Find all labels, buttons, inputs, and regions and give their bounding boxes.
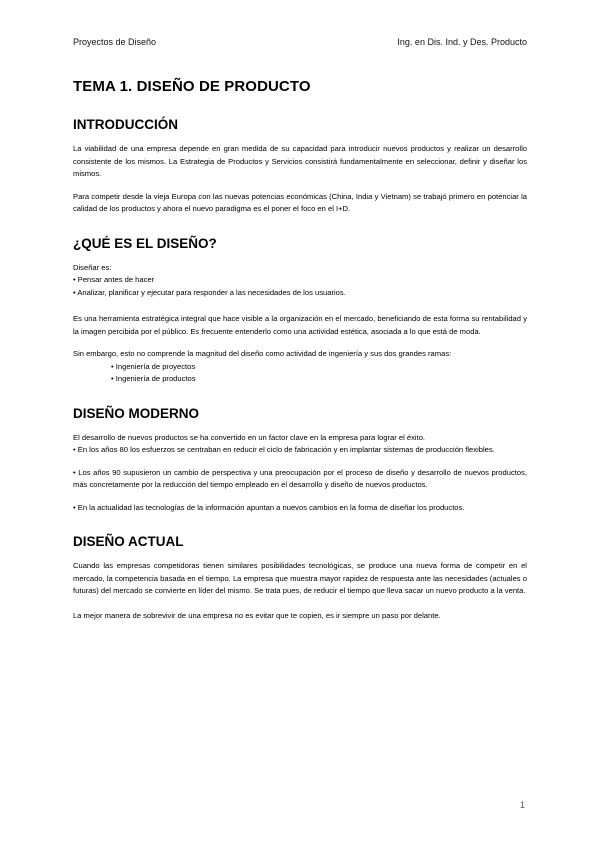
intro-paragraph-2: Para competir desde la vieja Europa con las nuevas potencias económicas (China, India y Vietnam) se trabajó primero en potenciar la calidad de los productos y ahora el nuevo paradigma es el poner el foco en el I+D.	[73, 191, 527, 213]
section-intro	[73, 117, 527, 216]
modern-paragraph-1: El desarrollo de nuevos productos se ha convertido en un factor clave en la empresa para lograr el éxito.	[73, 432, 426, 442]
modern-bullet-80s: • En los años 80 los esfuerzos se centraban en reducir el ciclo de fabricación y en implantar sistemas de producción flexibles.	[73, 445, 495, 454]
definition-bullet: • Analizar, planificar y ejecutar para responder a las necesidades de los usuarios.	[73, 287, 346, 297]
definition-bullet: • Pensar antes de hacer	[73, 275, 155, 284]
section-what-is-design	[73, 236, 527, 386]
header-degree: Ing. en Dis. Ind. y Des. Producto	[397, 37, 527, 47]
section-modern-design	[73, 406, 527, 515]
intro-heading: INTRODUCCIÓN	[73, 117, 178, 132]
branch-item: • Ingeniería de productos	[111, 374, 196, 383]
page-number: 1	[519, 800, 525, 810]
page-header	[73, 37, 527, 47]
what-paragraph-2: Sin embargo, esto no comprende la magnitud del diseño como actividad de ingeniería y sus dos grandes ramas:	[73, 349, 452, 358]
modern-bullet-90s: • Los años 90 supusieron un cambio de perspectiva y una preocupación por el proceso de diseño y desarrollo de nuevos productos, más concretamente por la reducción del tiempo empleado en el desarrollo y diseño de nuevos productos.	[73, 467, 527, 489]
intro-paragraph-1: La viabilidad de una empresa depende en gran medida de su capacidad para introducir nuevos productos y realizar un desarrollo consistente de los mismos. La Estrategia de Productos y Servicios consistirá fundamentalmente en seleccionar, definir y diseñar los mismos.	[73, 144, 527, 178]
page-content	[73, 78, 527, 642]
header-course: Proyectos de Diseño	[73, 37, 157, 47]
branch-item: • Ingeniería de proyectos	[111, 361, 196, 371]
document-title: TEMA 1. DISEÑO DE PRODUCTO	[73, 78, 311, 95]
engineering-branches-list	[73, 361, 527, 386]
design-definition-list	[73, 262, 527, 300]
modern-heading: DISEÑO MODERNO	[73, 405, 200, 421]
what-heading: ¿QUÉ ES EL DISEÑO?	[73, 235, 217, 251]
current-paragraph-2: La mejor manera de sobrevivir de una empresa no es evitar que te copien, es ir siempre un paso por delante.	[73, 610, 441, 620]
current-heading: DISEÑO ACTUAL	[73, 534, 184, 549]
modern-bullet-today: • En la actualidad las tecnologías de la información apuntan a nuevos cambios en la forma de diseñar los productos.	[73, 502, 465, 512]
definition-lead: Diseñar es:	[73, 262, 112, 272]
current-paragraph-1: Cuando las empresas competidoras tienen similares posibilidades tecnológicas, se produce una nueva forma de competir en el mercado, la competencia basada en el tiempo. La empresa que muestra mayor rapidez de respuesta ante las necesidades (actuales o futuras) del mercado se convierte en líder del mismo. Se trata pues, de reducir el tiempo que lleva sacar un nuevo producto a la venta.	[73, 561, 527, 595]
section-current-design	[73, 534, 527, 622]
what-paragraph-1: Es una herramienta estratégica integral que hace visible a la organización en el mercado, beneficiando de esta forma su rentabilidad y la imagen percibida por el público. Es frecuente entenderlo como una actividad estética, asociada a lo que está de moda.	[73, 314, 527, 336]
